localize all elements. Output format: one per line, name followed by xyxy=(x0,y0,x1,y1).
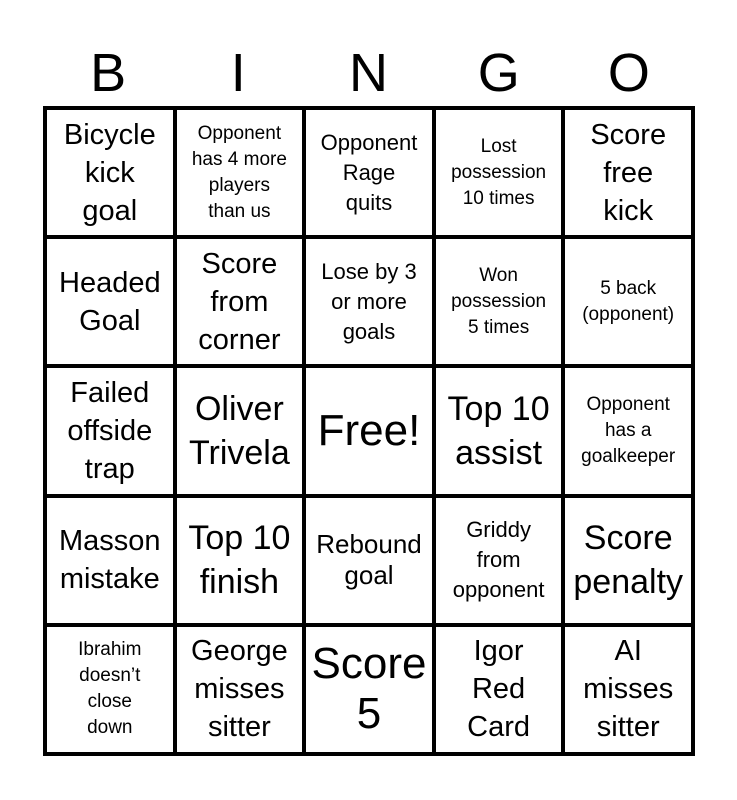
bingo-cell-r5c5[interactable] xyxy=(563,625,693,754)
bingo-cell-r1c1[interactable] xyxy=(45,108,175,237)
bingo-cell-r2c2[interactable] xyxy=(175,237,305,366)
bingo-cell-r3c5[interactable] xyxy=(563,366,693,495)
bingo-cell-r4c3[interactable] xyxy=(304,496,434,625)
bingo-cell-r1c5[interactable] xyxy=(563,108,693,237)
bingo-cell-r4c2[interactable] xyxy=(175,496,305,625)
cell-text: Igor Red Card xyxy=(467,635,531,744)
header-letter-o: O xyxy=(607,43,650,103)
cell-text: Won possession 5 times xyxy=(451,264,547,338)
cell-text: Opponent has a goalkeeper xyxy=(581,393,676,467)
cell-text: AI misses sitter xyxy=(583,635,674,744)
bingo-cell-r5c3[interactable] xyxy=(304,625,434,754)
bingo-cell-r4c4[interactable] xyxy=(434,496,564,625)
cell-text: Opponent has 4 more players than us xyxy=(191,122,287,222)
cell-text: Headed Goal xyxy=(59,266,161,337)
bingo-cell-r5c2[interactable] xyxy=(175,625,305,754)
header-letter-n: N xyxy=(348,43,388,103)
cell-text: Top 10 finish xyxy=(188,519,291,602)
cell-text: Lost possession 10 times xyxy=(451,135,547,209)
cell-text: Bicycle kick goal xyxy=(63,118,156,227)
bingo-cell-r1c2[interactable] xyxy=(175,108,305,237)
cell-text: Rebound goal xyxy=(316,529,422,591)
free-space-cell[interactable] xyxy=(304,366,434,495)
header-letter-i: I xyxy=(230,43,246,103)
cell-text: Score 5 xyxy=(311,639,427,739)
cell-text: Ibrahim doesn’t close down xyxy=(78,639,142,739)
cell-text: Failed offside trap xyxy=(67,376,153,485)
free-space-text: Free! xyxy=(317,405,421,455)
cell-text: Masson mistake xyxy=(59,525,161,596)
cell-text: Griddy from opponent xyxy=(452,517,545,603)
bingo-cell-r2c4[interactable] xyxy=(434,237,564,366)
header-letter-b: B xyxy=(90,43,127,103)
cell-text: Score from corner xyxy=(198,247,281,356)
bingo-cell-r4c5[interactable] xyxy=(563,496,693,625)
bingo-cell-r5c1[interactable] xyxy=(45,625,175,754)
cell-text: Lose by 3 or more goals xyxy=(321,258,417,344)
bingo-cell-r3c4[interactable] xyxy=(434,366,564,495)
bingo-cell-r1c3[interactable] xyxy=(304,108,434,237)
cell-text: Score penalty xyxy=(573,519,684,602)
bingo-cell-r1c4[interactable] xyxy=(434,108,564,237)
bingo-cell-r4c1[interactable] xyxy=(45,496,175,625)
bingo-cell-r2c3[interactable] xyxy=(304,237,434,366)
bingo-cell-r2c5[interactable] xyxy=(563,237,693,366)
cell-text: Opponent Rage quits xyxy=(320,129,418,215)
header-letter-g: G xyxy=(477,43,520,103)
bingo-cell-r2c1[interactable] xyxy=(45,237,175,366)
cell-text: George misses sitter xyxy=(191,635,288,744)
cell-text: 5 back (opponent) xyxy=(582,277,675,325)
bingo-header xyxy=(43,42,694,104)
cell-text: Oliver Trivela xyxy=(189,389,290,472)
cell-text: Score free kick xyxy=(590,118,667,227)
bingo-board xyxy=(43,106,695,756)
bingo-cell-r3c2[interactable] xyxy=(175,366,305,495)
bingo-cell-r5c4[interactable] xyxy=(434,625,564,754)
cell-text: Top 10 assist xyxy=(447,389,550,472)
bingo-cell-r3c1[interactable] xyxy=(45,366,175,495)
